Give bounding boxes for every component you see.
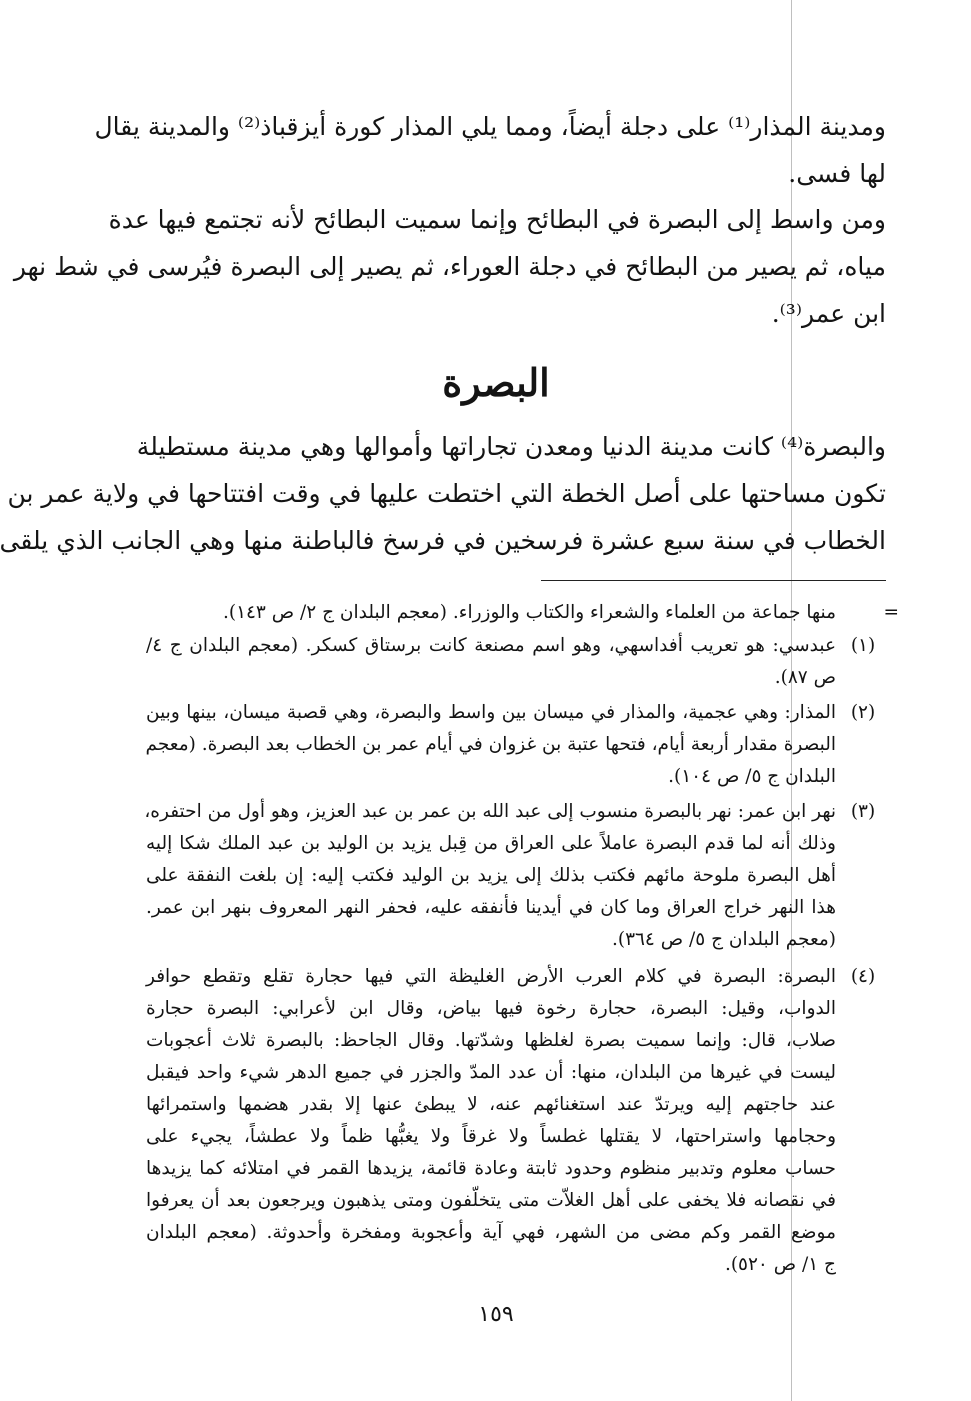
footnote-line: نهر ابن عمر: نهر بالبصرة منسوب إلى عبد الله بن عمر بن عبد العزيز، وهو أول من احتفره، xyxy=(144,801,836,822)
body-line: ومدينة المذار⁽¹⁾ على دجلة أيضاً، ومما يلي المذار كورة أيزقباذ⁽²⁾ والمدينة يقال xyxy=(94,112,886,141)
footnote-line: عند حاجتهم إليه ويرتدّ عند استغنائهم عنه، لا يبطئ عنها إلا بقدر هضمها واستمرائها xyxy=(146,1094,836,1115)
footnote-separator xyxy=(541,580,886,581)
footnote-line: المذار: وهي عجمية، والمذار في ميسان بين واسط والبصرة، وهي قصبة ميسان، بينها وبين xyxy=(146,702,836,723)
continuation-mark: = xyxy=(883,602,899,623)
footnote-line: (معجم البلدان ج ٥/ ص ٣٦٤). xyxy=(611,929,836,950)
section-heading: البصرة xyxy=(442,360,550,405)
footnote-line: في نقصانه فلا يخفى على أهل الغلاّت متى يتخلّفون ومتى يذهبون ويرجعون بعد أن يعرفوا xyxy=(146,1190,836,1211)
body-line: الخطاب في سنة سبع عشرة فرسخين في فرسخ فالباطنة منها وهي الجانب الذي يلقى xyxy=(0,526,886,555)
footnote-line: عبدسي: هو تعريب أفداسهي، وهو اسم مصنعة كانت برستاق كسكر. (معجم البلدان ج ٤/ xyxy=(146,635,836,656)
footnote-line: ج ١/ ص ٥٢٠). xyxy=(724,1254,836,1275)
body-line: ابن عمر⁽³⁾. xyxy=(771,299,886,328)
body-line: والبصرة⁽⁴⁾ كانت مدينة الدنيا ومعدن تجاراتها وأموالها وهي مدينة مستطيلة xyxy=(136,432,886,461)
footnote-number: (٣) xyxy=(850,801,876,822)
page-number: ١٥٩ xyxy=(478,1302,514,1327)
footnote-line: وحجامها واستراحتها، لا يقتلها غطساً ولا غرقاً ولا يغبُّها ظماً ولا عطشاً، يجيء على xyxy=(146,1126,836,1147)
footnote-line: حساب معلوم وتدبير منظوم وحدود ثابتة وعادة قائمة، يزيدها القمر في امتلائه كما يزيدها xyxy=(146,1158,836,1179)
body-line: لها فسى. xyxy=(788,159,886,188)
body-line: ومن واسط إلى البصرة في البطائح وإنما سميت البطائح لأنه تجتمع فيها عدة xyxy=(108,205,886,234)
footnote-line: وذلك أنه لما قدم البصرة عاملاً على العراق من قِبل يزيد بن الوليد بن عبد الملك شكا إليه xyxy=(146,833,836,854)
footnote-number: (٤) xyxy=(850,966,876,987)
footnote-line: البلدان ج ٥/ ص ١٠٤). xyxy=(668,766,836,787)
footnote-line: صلاب، قال: وإنما سميت بصرة لغلظها وشدّتها. وقال الجاحظ: بالبصرة ثلاث أعجوبات xyxy=(146,1030,836,1051)
footnote-line: البصرة: البصرة في كلام العرب الأرض الغليظة التي فيها حجارة تقلع وتقطع حوافر xyxy=(146,966,836,987)
footnote-line: موضع القمر وكم مضى من الشهر، فهي آية وأعجوبة ومفخرة وأحدوثة. (معجم البلدان xyxy=(146,1222,836,1243)
footnote-number: (١) xyxy=(850,635,876,656)
body-line: تكون مساحتها على أصل الخطة التي اختطت عليها في وقت افتتاحها في ولاية عمر بن xyxy=(7,479,886,508)
footnote-line: ص ٨٧). xyxy=(774,667,836,688)
footnote-line: البصرة مقدار أربعة أيام، فتحها عتبة بن غزوان في أيام عمر بن الخطاب بعد البصرة. (معجم xyxy=(145,734,836,755)
footnote-line: أهل البصرة ملوحة مائهم فكتب بذلك إلى يزيد بن الوليد فكتب إليه: إن بلغت النفقة على xyxy=(146,865,836,886)
footnote-continuation: منها جماعة من العلماء والشعراء والكتاب والوزراء. (معجم البلدان ج ٢/ ص ١٤٣). xyxy=(222,602,836,623)
body-line: مياه، ثم يصير من البطائح في دجلة العوراء، ثم يصير إلى البصرة فيُرسى في شط نهر xyxy=(13,252,886,281)
footnote-line: هذا النهر خراج العراق وما كان في أيدينا فأنفقه عليه، فحفر النهر المعروف بنهر ابن عمر. xyxy=(146,897,836,918)
footnote-line: الدواب، وقيل: البصرة، حجارة رخوة فيها بياض، وقال ابن لأعرابي: البصرة حجارة xyxy=(146,998,836,1019)
footnote-line: ليست في غيرها من البلدان، منها: أن عدد المدّ والجزر في جميع الدهر شيء واحد فيقبل xyxy=(146,1062,836,1083)
footnote-number: (٢) xyxy=(850,702,876,723)
